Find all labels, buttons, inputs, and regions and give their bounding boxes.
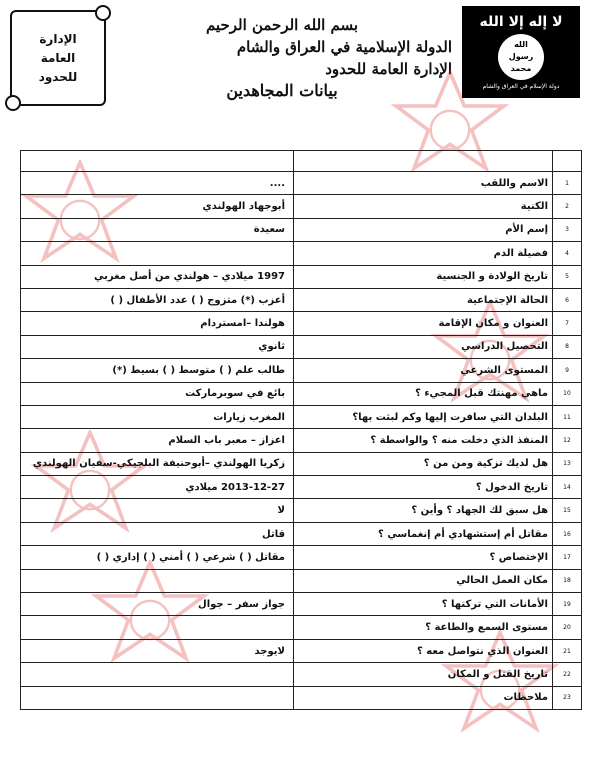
field-value: أعزب (*) متزوج ( ) عدد الأطفال ( ) — [21, 288, 294, 311]
row-number: 8 — [553, 335, 582, 358]
field-value: بائع في سوبرماركت — [21, 382, 294, 405]
field-label: المستوى الشرعي — [294, 359, 553, 382]
field-value: المغرب زيارات — [21, 405, 294, 428]
table-row — [21, 265, 582, 288]
field-label: فصيلة الدم — [294, 242, 553, 265]
row-number: 17 — [553, 546, 582, 569]
table-row — [21, 218, 582, 241]
basmala-line: بسم الله الرحمن الرحيم — [205, 16, 359, 34]
department-line: الإدارة العامة للحدود — [325, 60, 452, 78]
row-number: 2 — [553, 195, 582, 218]
row-number: 12 — [553, 429, 582, 452]
table-row — [21, 405, 582, 428]
table-row — [21, 452, 582, 475]
table-row — [21, 569, 582, 592]
table-row — [21, 429, 582, 452]
row-number: 7 — [553, 312, 582, 335]
row-number: 14 — [553, 476, 582, 499]
row-number: 23 — [553, 686, 582, 709]
document-header — [112, 14, 452, 102]
department-scroll-label — [10, 10, 106, 106]
field-label: التحصيل الدراسي — [294, 335, 553, 358]
table-row — [21, 172, 582, 195]
field-value — [21, 242, 294, 265]
row-number: 4 — [553, 242, 582, 265]
row-number: 10 — [553, 382, 582, 405]
row-number — [553, 151, 582, 172]
table-row — [21, 312, 582, 335]
field-value — [21, 151, 294, 172]
field-value: اعزاز – معبر باب السلام — [21, 429, 294, 452]
row-number: 9 — [553, 359, 582, 382]
table-row — [21, 151, 582, 172]
state-name-line: الدولة الإسلامية في العراق والشام — [236, 38, 452, 56]
field-label: العنوان و مكان الإقامة — [294, 312, 553, 335]
table-row — [21, 382, 582, 405]
field-label: ملاحظات — [294, 686, 553, 709]
row-number: 1 — [553, 172, 582, 195]
field-label: هل سبق لك الجهاد ؟ وأين ؟ — [294, 499, 553, 522]
field-label: البلدان التي سافرت إليها وكم لبثت بها؟ — [294, 405, 553, 428]
field-label: تاريخ القتل و المكان — [294, 663, 553, 686]
row-number: 13 — [553, 452, 582, 475]
field-value: مقاتل ( ) شرعي ( ) أمني ( ) إداري ( ) — [21, 546, 294, 569]
field-value — [21, 686, 294, 709]
table-row — [21, 686, 582, 709]
field-value — [21, 663, 294, 686]
table-row — [21, 593, 582, 616]
table-row — [21, 195, 582, 218]
field-label: الاسم واللقب — [294, 172, 553, 195]
field-label: ماهي مهنتك قبل المجيء ؟ — [294, 382, 553, 405]
field-value: جواز سفر – جوال — [21, 593, 294, 616]
table-row — [21, 663, 582, 686]
row-number: 11 — [553, 405, 582, 428]
table-row — [21, 288, 582, 311]
scroll-line: العامة — [40, 50, 76, 65]
field-value: أبوجهاد الهولندي — [21, 195, 294, 218]
field-label: إسم الأم — [294, 218, 553, 241]
flag-bottom-text: دولة الإسلام في العراق والشام — [482, 83, 560, 90]
field-value — [21, 569, 294, 592]
field-value — [21, 616, 294, 639]
field-value: لايوجد — [21, 639, 294, 662]
field-label: المنفذ الذي دخلت منه ؟ والواسطة ؟ — [294, 429, 553, 452]
row-number: 15 — [553, 499, 582, 522]
field-value: ثانوي — [21, 335, 294, 358]
field-label: هل لديك تزكية ومن من ؟ — [294, 452, 553, 475]
table-row — [21, 499, 582, 522]
row-number: 20 — [553, 616, 582, 639]
field-label: العنوان الذي نتواصل معه ؟ — [294, 639, 553, 662]
field-label: الكنية — [294, 195, 553, 218]
table-row — [21, 335, 582, 358]
field-value: زكريا الهولندي –أبوحنيفة البلجيكي-سفيان الهولندي — [21, 452, 294, 475]
field-value: سعيدة — [21, 218, 294, 241]
field-label: مكان العمل الحالي — [294, 569, 553, 592]
field-value: طالب علم ( ) متوسط ( ) بسيط (*) — [21, 359, 294, 382]
field-label: الأمانات التي تركتها ؟ — [294, 593, 553, 616]
seal-icon: الله رسول محمد — [498, 34, 544, 80]
row-number: 22 — [553, 663, 582, 686]
row-number: 19 — [553, 593, 582, 616]
table-row — [21, 359, 582, 382]
row-number: 3 — [553, 218, 582, 241]
field-value: لا — [21, 499, 294, 522]
table-row — [21, 546, 582, 569]
document-title: بيانات المجاهدين — [226, 81, 338, 100]
table-row — [21, 616, 582, 639]
table-row — [21, 522, 582, 545]
row-number: 5 — [553, 265, 582, 288]
scroll-line: الإدارة — [39, 31, 77, 46]
field-value: هولندا –امستردام — [21, 312, 294, 335]
row-number: 21 — [553, 639, 582, 662]
scroll-line: للحدود — [38, 69, 78, 84]
row-number: 6 — [553, 288, 582, 311]
field-value: قاتل — [21, 522, 294, 545]
black-flag-logo — [462, 6, 580, 98]
field-value: .... — [21, 172, 294, 195]
row-number: 18 — [553, 569, 582, 592]
field-label: تاريخ الدخول ؟ — [294, 476, 553, 499]
field-value: 1997 ميلادي – هولندي من أصل مغربي — [21, 265, 294, 288]
field-label: تاريخ الولادة و الجنسية — [294, 265, 553, 288]
field-label: مقاتل أم إستشهادي أم إنغماسي ؟ — [294, 522, 553, 545]
mujahid-data-table — [20, 150, 582, 710]
field-label — [294, 151, 553, 172]
table-row — [21, 639, 582, 662]
field-label: مستوى السمع والطاعة ؟ — [294, 616, 553, 639]
table-row — [21, 476, 582, 499]
field-value: 2013-12-27 ميلادي — [21, 476, 294, 499]
field-label: الحالة الإجتماعية — [294, 288, 553, 311]
field-label: الإختصاص ؟ — [294, 546, 553, 569]
flag-top-text: لا إله إلا الله — [479, 14, 563, 30]
table-row — [21, 242, 582, 265]
row-number: 16 — [553, 522, 582, 545]
